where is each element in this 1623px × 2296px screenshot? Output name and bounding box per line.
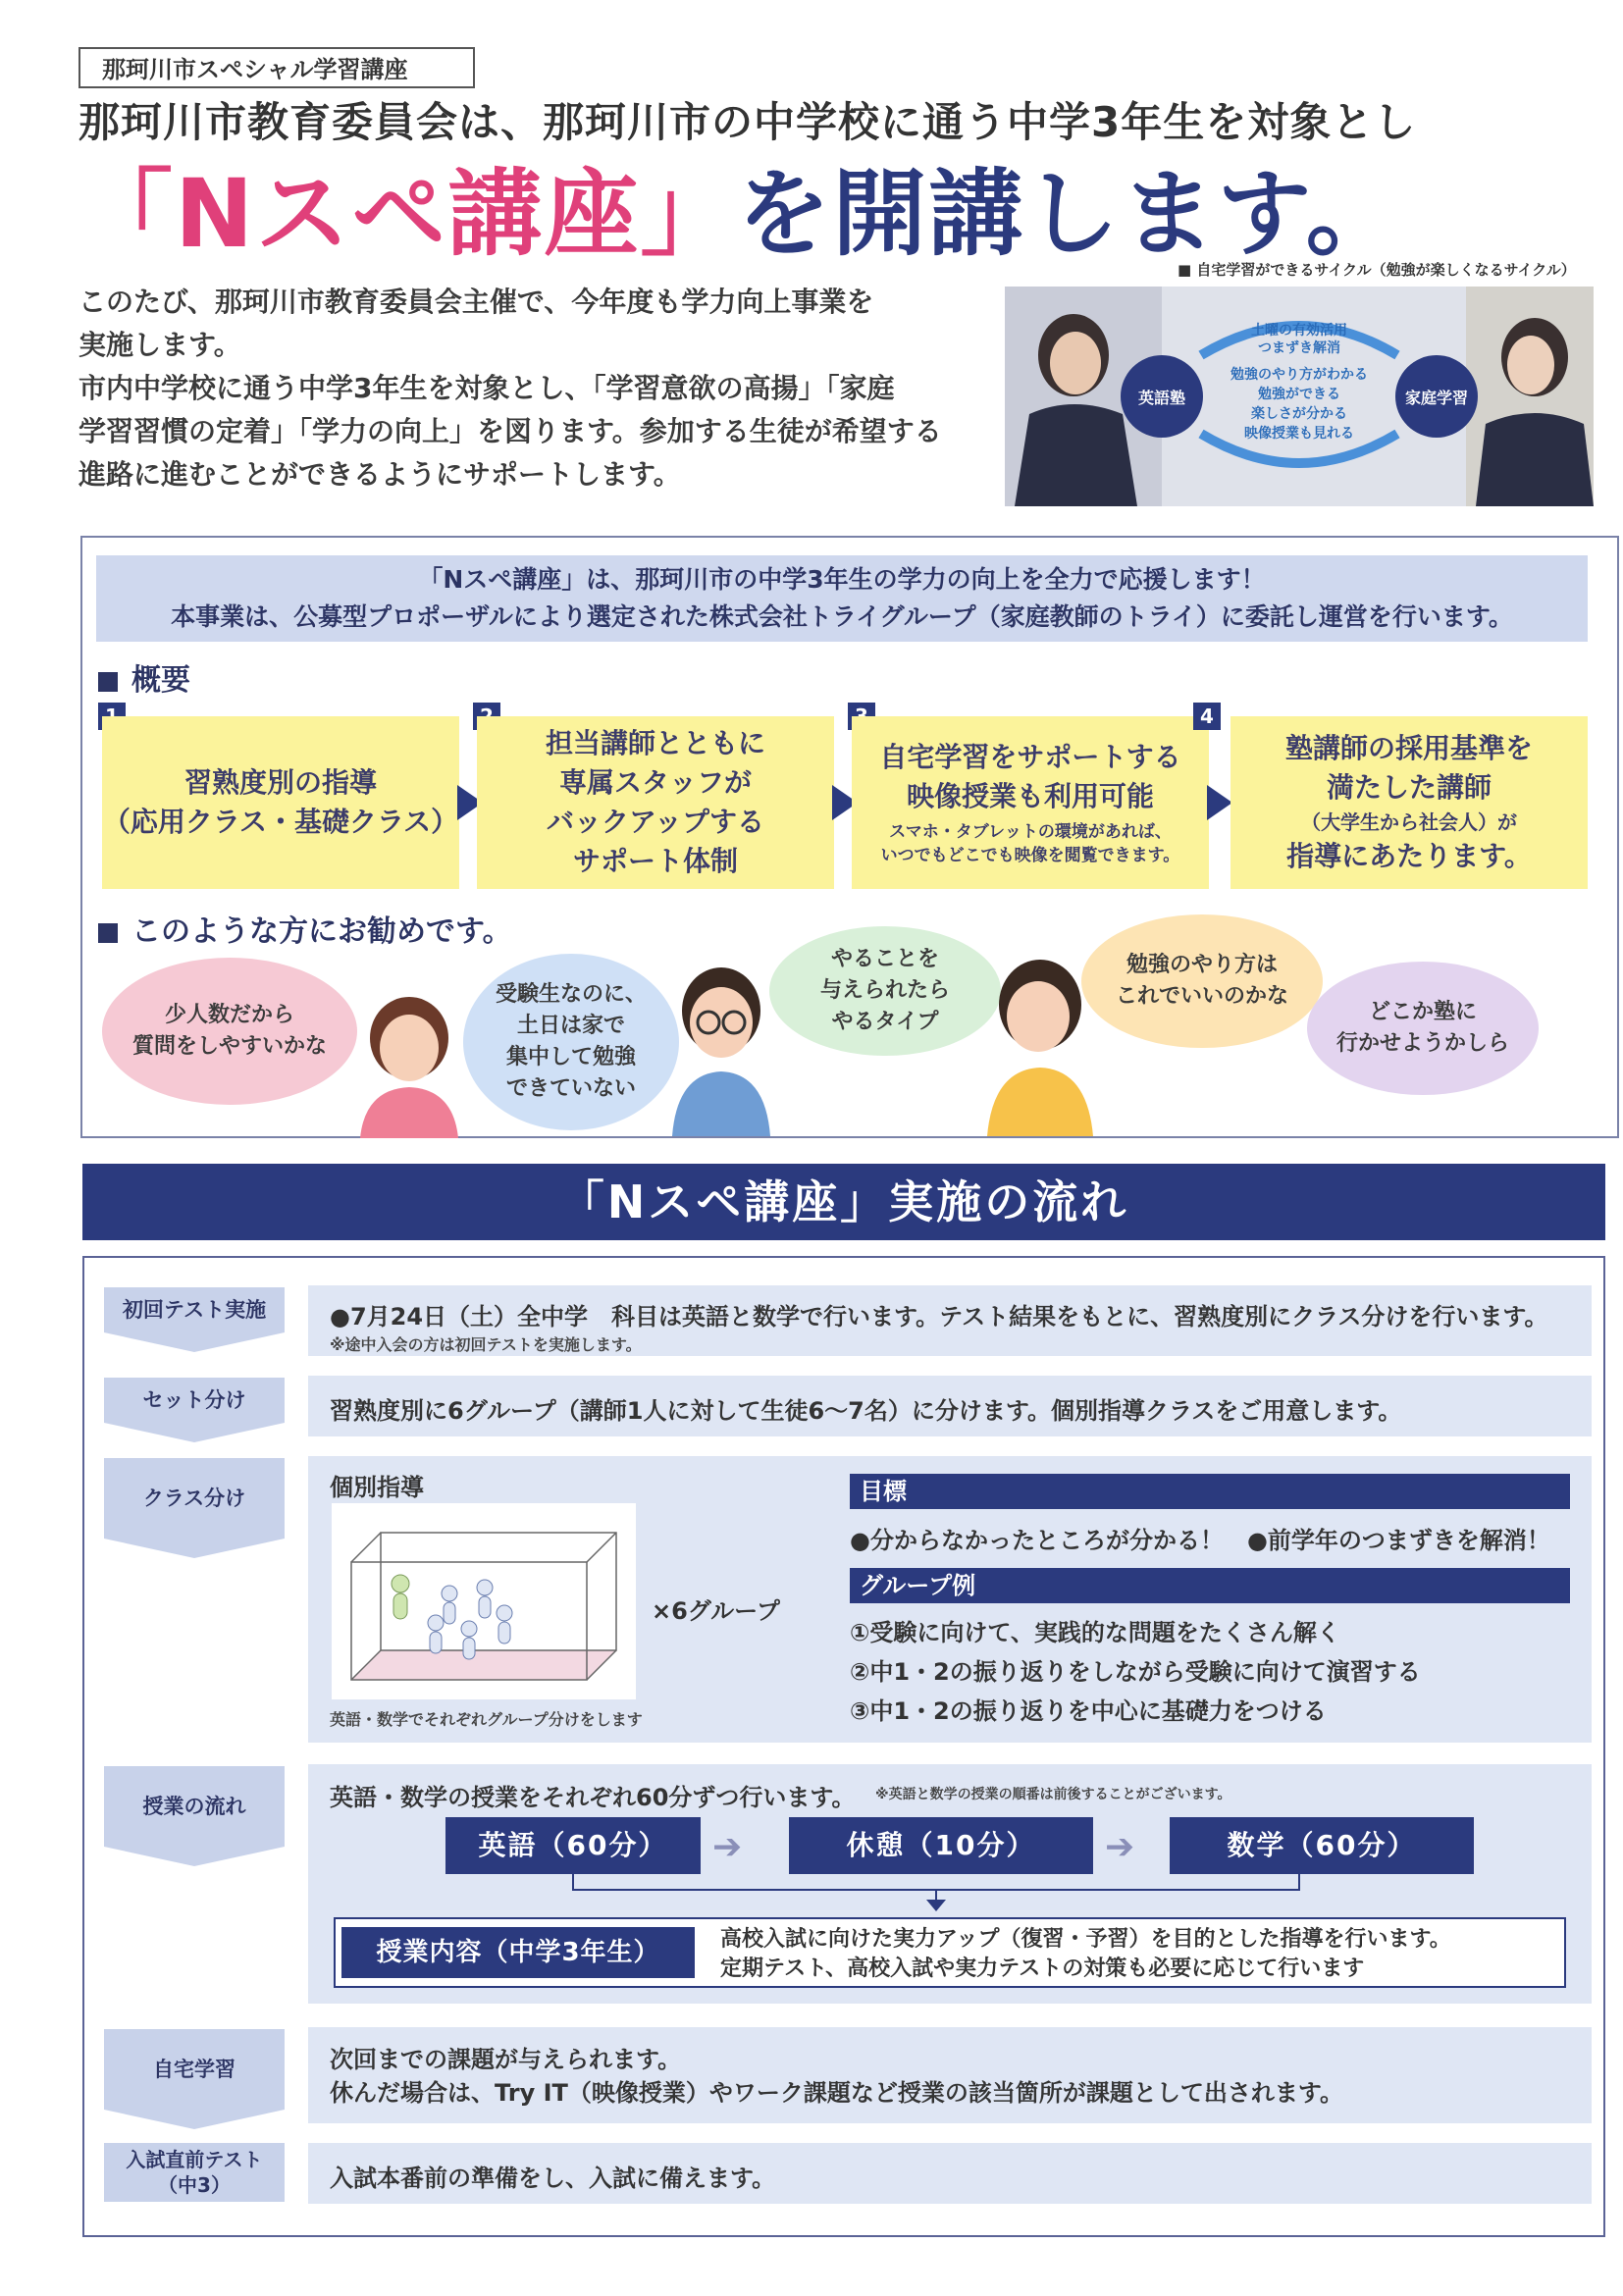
triangle-arrow-icon (1207, 785, 1232, 820)
group-example-item: ①受験に向けて、実践的な問題をたくさん解く (850, 1619, 1340, 1646)
lesson-content-label: 授業内容（中学3年生） (341, 1927, 695, 1978)
step-number: 4 (1193, 703, 1221, 730)
bubble-line: 行かせようかしら (1335, 1031, 1509, 1056)
down-arrow-icon (104, 1423, 285, 1442)
cycle-middle-line: 勉強のやり方がわかる (1230, 367, 1368, 383)
bubble-line: これでいいのかな (1115, 984, 1288, 1009)
study-cycle-photo (1005, 287, 1594, 506)
sad-girl-illustration (981, 954, 1099, 1136)
bracket-connector (406, 1874, 1486, 1913)
group-example-list (850, 1613, 1421, 1731)
banner-line: 本事業は、公募型プロポーザルにより選定された株式会社トライグループ（家庭教師のトライ）に委託し運営を行います。 (171, 602, 1513, 631)
arrow-right-icon: ➔ (1105, 1827, 1135, 1867)
home-text (330, 2043, 1343, 2110)
break-pill: 休憩（10分） (789, 1817, 1093, 1874)
lead-text: 那珂川市教育委員会は、那珂川市の中学校に通う中学3年生を対象とし (79, 98, 1417, 146)
title-course-name: 「Nスペ講座」 (79, 159, 737, 269)
flow-row-set (308, 1376, 1592, 1436)
worried-woman-illustration (355, 991, 463, 1138)
bubble-line: 質問をしやすいかな (131, 1034, 327, 1059)
bubble-line: 土日は家で (516, 1014, 625, 1038)
recommend-heading-text: このような方にお勧めです。 (131, 914, 512, 949)
step-card-4 (1230, 716, 1588, 889)
step-line: 指導にあたります。 (1286, 840, 1532, 872)
intro-paragraph (79, 281, 981, 496)
page-title (79, 155, 1402, 273)
arrow-right-icon: ➔ (712, 1827, 743, 1867)
step-line: 満たした講師 (1326, 771, 1492, 804)
speech-bubble (463, 954, 679, 1130)
overview-heading-text: 概要 (131, 663, 190, 698)
intro-line: このたび、那珂川市教育委員会主催で、今年度も学力向上事業を (79, 286, 874, 318)
step-line: 専属スタッフが (558, 766, 752, 799)
goal-heading: 目標 (850, 1474, 1570, 1509)
step-line: 塾講師の採用基準を (1284, 732, 1533, 764)
individual-label: 個別指導 (330, 1474, 424, 1501)
intro-line: 実施します。 (79, 329, 241, 361)
step-card-1 (102, 716, 459, 889)
bubble-line: 与えられたら (819, 978, 950, 1003)
bubble-line: できていない (505, 1076, 636, 1101)
step-card-3 (852, 716, 1209, 889)
bubble-line: どこか塾に (1368, 1000, 1477, 1024)
step-line: 習熟度別の指導 (183, 766, 377, 799)
math-pill: 数学（60分） (1170, 1817, 1474, 1874)
lesson-content-box (334, 1917, 1566, 1988)
group-caption: 英語・数学でそれぞれグループ分けをします (330, 1710, 643, 1729)
down-arrow-icon (104, 1847, 285, 1866)
flow-row-lesson (308, 1764, 1592, 2004)
flow-row-class (308, 1456, 1592, 1743)
step-line: 担当講師とともに (545, 727, 765, 759)
flow-label-exam (104, 2143, 285, 2202)
down-arrow-icon (104, 2110, 285, 2129)
bubble-line: 受験生なのに、 (495, 982, 647, 1007)
flow-row-first-test (308, 1285, 1592, 1356)
step-line: （応用クラス・基礎クラス） (102, 806, 459, 838)
down-arrow-icon (104, 1539, 285, 1558)
speech-bubble (102, 958, 357, 1105)
home-line: 次回までの課題が与えられます。 (330, 2046, 682, 2073)
first-test-note: ※途中入会の方は初回テストを実施します。 (330, 1335, 642, 1354)
down-arrow-icon (104, 1332, 285, 1352)
step-sub: （大学生から社会人）が (1301, 810, 1517, 834)
step-line: 自宅学習をサポートする (879, 741, 1181, 773)
banner-line: 「Nスペ講座」は、那珂川市の中学3年生の学力の向上を全力で応援します！ (418, 565, 1266, 594)
cycle-top-line: つまずき解消 (1258, 340, 1340, 356)
flow-label-first-test: 初回テスト実施 (104, 1287, 285, 1332)
step-note: スマホ・タブレットの環境があれば、 (889, 822, 1172, 842)
flow-row-home (308, 2027, 1592, 2123)
cycle-middle-line: 勉強ができる (1258, 387, 1340, 402)
lesson-note: ※英語と数学の授業の順番は前後することがございます。 (875, 1787, 1231, 1802)
lesson-text: 英語・数学の授業をそれぞれ60分ずつ行います。 (330, 1784, 856, 1811)
flow-heading: 「Nスペ講座」実施の流れ (82, 1164, 1605, 1240)
cycle-middle-line: 映像授業も見れる (1244, 426, 1354, 442)
cycle-middle-text (1201, 365, 1397, 444)
exam-label-line: 入試直前テスト (126, 2148, 263, 2171)
group-box-illustration (332, 1503, 636, 1699)
step-line: 映像授業も利用可能 (906, 780, 1154, 812)
bubble-line: 勉強のやり方は (1126, 953, 1278, 977)
group-multiplier: ×6グループ (652, 1597, 780, 1625)
english-pill: 英語（60分） (445, 1817, 701, 1874)
speech-bubble (1081, 914, 1323, 1048)
exam-text: 入試本番前の準備をし、入試に備えます。 (330, 2165, 776, 2192)
bubble-line: 集中して勉強 (505, 1045, 636, 1070)
lesson-content-line: 定期テスト、高校入試や実力テストの対策も必要に応じて行います (720, 1957, 1365, 1981)
summary-banner (96, 555, 1588, 642)
cycle-left-circle: 英語塾 (1137, 389, 1185, 407)
bubble-line: やるタイプ (831, 1010, 939, 1034)
square-bullet-icon (98, 672, 118, 692)
bubble-line: やることを (830, 947, 939, 971)
cycle-right-circle: 家庭学習 (1404, 389, 1468, 407)
flow-label-set: セット分け (104, 1378, 285, 1423)
group-example-item: ②中1・2の振り返りをしながら受験に向けて演習する (850, 1658, 1421, 1686)
square-bullet-icon (98, 923, 118, 943)
cycle-middle-line: 楽しさが分かる (1251, 406, 1347, 422)
home-line: 休んだ場合は、Try IT（映像授業）やワーク課題など授業の該当箇所が課題として出されます。 (330, 2079, 1343, 2107)
group-example-item: ③中1・2の振り返りを中心に基礎力をつける (850, 1697, 1327, 1725)
speech-bubble (769, 926, 1001, 1056)
glasses-boy-illustration (667, 962, 775, 1136)
step-note: いつでもどこでも映像を閲覧できます。 (880, 846, 1180, 865)
intro-line: 学習習慣の定着」「学力の向上」を図ります。参加する生徒が希望する (79, 415, 942, 447)
recommend-heading (98, 907, 512, 950)
step-line: サポート体制 (572, 845, 738, 877)
flow-row-exam (308, 2143, 1592, 2204)
exam-label-line: （中3） (158, 2173, 231, 2197)
photo-caption: ■ 自宅学習ができるサイクル（勉強が楽しくなるサイクル） (1178, 261, 1576, 279)
goals-text: ●分からなかったところが分かる！ ●前学年のつまずきを解消！ (850, 1527, 1550, 1554)
step-card-2 (477, 716, 834, 889)
first-test-text: ●7月24日（土）全中学 科目は英語と数学で行います。テスト結果をもとに、習熟度別にクラス分けを行います。 (330, 1303, 1548, 1331)
flow-label-class: クラス分け (104, 1458, 285, 1539)
step-line: バックアップする (546, 806, 765, 838)
set-text: 習熟度別に6グループ（講師1人に対して生徒6〜7名）に分けます。個別指導クラスをご用意します。 (330, 1397, 1402, 1425)
overview-heading (98, 655, 190, 699)
cycle-top-line: 土曜の有効活用 (1251, 323, 1347, 339)
flow-label-lesson: 授業の流れ (104, 1766, 285, 1847)
bubble-line: 少人数だから (164, 1003, 294, 1027)
title-open: を開講します。 (736, 159, 1402, 269)
cycle-top-text (1201, 322, 1397, 357)
intro-line: 進路に進むことができるようにサポートします。 (79, 458, 681, 491)
group-example-heading: グループ例 (850, 1568, 1570, 1603)
lesson-content-text (720, 1925, 1451, 1984)
series-tag: 那珂川市スペシャル学習講座 (79, 47, 475, 88)
intro-line: 市内中学校に通う中学3年生を対象とし、「学習意欲の高揚」「家庭 (79, 372, 895, 404)
lesson-content-line: 高校入試に向けた実力アップ（復習・予習）を目的とした指導を行います。 (720, 1927, 1451, 1952)
flow-label-home: 自宅学習 (104, 2029, 285, 2110)
speech-bubble (1307, 962, 1539, 1095)
